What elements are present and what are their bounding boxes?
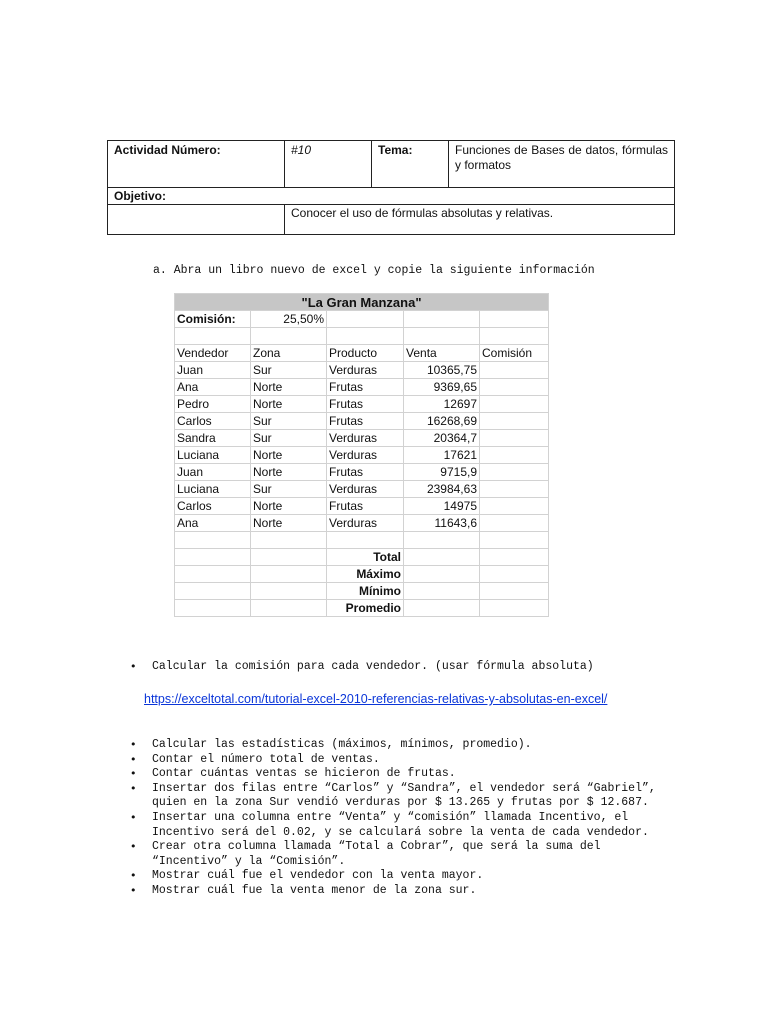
table-row xyxy=(175,413,549,430)
tema-label: Tema: xyxy=(372,141,449,188)
actividad-value: #10 xyxy=(285,141,372,188)
empty-cell xyxy=(404,583,480,600)
objetivo-spacer-cell xyxy=(108,205,285,235)
empty-cell xyxy=(404,600,480,617)
empty-cell xyxy=(404,566,480,583)
empty-cell xyxy=(480,328,549,345)
sheet-title: "La Gran Manzana" xyxy=(175,294,549,311)
summary-row xyxy=(175,549,549,566)
objetivo-label: Objetivo: xyxy=(108,188,675,205)
table-cell: 9715,9 xyxy=(404,464,480,481)
empty-cell xyxy=(480,430,549,447)
list-item: • Calcular la comisión para cada vendedor. (usar fórmula absoluta) xyxy=(130,660,670,675)
empty-cell xyxy=(480,515,549,532)
empty-cell xyxy=(175,600,251,617)
column-header: Venta xyxy=(404,345,480,362)
activity-header-table xyxy=(107,140,675,235)
table-cell: 11643,6 xyxy=(404,515,480,532)
table-cell: 9369,65 xyxy=(404,379,480,396)
table-cell: Verduras xyxy=(327,515,404,532)
task-list-2 xyxy=(130,738,670,899)
empty-cell xyxy=(480,532,549,549)
table-cell: Sur xyxy=(251,362,327,379)
column-header: Comisión xyxy=(480,345,549,362)
table-cell: Sandra xyxy=(175,430,251,447)
table-cell: Pedro xyxy=(175,396,251,413)
list-item: • Calcular las estadísticas (máximos, mínimos, promedio). xyxy=(130,738,670,753)
empty-cell xyxy=(251,549,327,566)
table-cell: Carlos xyxy=(175,413,251,430)
summary-row xyxy=(175,600,549,617)
list-item: • Contar cuántas ventas se hicieron de frutas. xyxy=(130,767,670,782)
empty-cell xyxy=(480,583,549,600)
table-cell: 10365,75 xyxy=(404,362,480,379)
summary-row xyxy=(175,583,549,600)
empty-cell xyxy=(480,566,549,583)
table-cell: Juan xyxy=(175,464,251,481)
table-row xyxy=(175,396,549,413)
table-cell: Sur xyxy=(251,481,327,498)
table-cell: Verduras xyxy=(327,481,404,498)
table-cell: Juan xyxy=(175,362,251,379)
table-cell: Ana xyxy=(175,515,251,532)
list-item: • Mostrar cuál fue el vendedor con la venta mayor. xyxy=(130,869,670,884)
table-cell: Norte xyxy=(251,447,327,464)
empty-cell xyxy=(480,396,549,413)
table-cell: Luciana xyxy=(175,447,251,464)
empty-cell xyxy=(175,549,251,566)
empty-cell xyxy=(251,583,327,600)
empty-cell xyxy=(251,566,327,583)
table-row xyxy=(175,498,549,515)
column-header: Zona xyxy=(251,345,327,362)
tutorial-link[interactable]: https://exceltotal.com/tutorial-excel-2010-referencias-relativas-y-absolutas-en-excel/ xyxy=(144,692,608,706)
objetivo-text: Conocer el uso de fórmulas absolutas y relativas. xyxy=(285,205,675,235)
column-header: Producto xyxy=(327,345,404,362)
list-item: • Crear otra columna llamada “Total a Cobrar”, que será la suma del “Incentivo” y la “Comisión”. xyxy=(130,840,670,869)
table-cell: 16268,69 xyxy=(404,413,480,430)
table-cell: Norte xyxy=(251,515,327,532)
table-cell: Frutas xyxy=(327,413,404,430)
empty-cell xyxy=(480,481,549,498)
empty-cell xyxy=(327,311,404,328)
list-item: • Contar el número total de ventas. xyxy=(130,753,670,768)
table-cell: Verduras xyxy=(327,362,404,379)
table-cell: 12697 xyxy=(404,396,480,413)
spreadsheet-image xyxy=(174,293,548,617)
empty-cell xyxy=(480,600,549,617)
empty-cell xyxy=(404,532,480,549)
empty-cell xyxy=(251,600,327,617)
table-row xyxy=(175,379,549,396)
table-cell: Frutas xyxy=(327,379,404,396)
blank-row xyxy=(175,328,549,345)
blank-row xyxy=(175,532,549,549)
table-row xyxy=(175,515,549,532)
empty-cell xyxy=(480,413,549,430)
list-item: • Mostrar cuál fue la venta menor de la zona sur. xyxy=(130,884,670,899)
summary-label: Promedio xyxy=(327,600,404,617)
table-cell: Norte xyxy=(251,498,327,515)
empty-cell xyxy=(480,549,549,566)
column-header-row xyxy=(175,345,549,362)
table-cell: Norte xyxy=(251,396,327,413)
table-cell: Verduras xyxy=(327,447,404,464)
table-cell: Luciana xyxy=(175,481,251,498)
table-row xyxy=(175,464,549,481)
empty-cell xyxy=(404,311,480,328)
empty-cell xyxy=(480,379,549,396)
empty-cell xyxy=(327,532,404,549)
table-cell: Ana xyxy=(175,379,251,396)
empty-cell xyxy=(175,583,251,600)
table-row xyxy=(175,481,549,498)
table-cell: Sur xyxy=(251,413,327,430)
sales-table xyxy=(174,293,549,617)
table-cell: 14975 xyxy=(404,498,480,515)
empty-cell xyxy=(327,328,404,345)
table-cell: 23984,63 xyxy=(404,481,480,498)
actividad-label: Actividad Número: xyxy=(108,141,285,188)
table-cell: 17621 xyxy=(404,447,480,464)
table-cell: 20364,7 xyxy=(404,430,480,447)
empty-cell xyxy=(251,328,327,345)
table-row xyxy=(175,447,549,464)
summary-row xyxy=(175,566,549,583)
sheet-title-row xyxy=(175,294,549,311)
empty-cell xyxy=(251,532,327,549)
list-item: • Insertar una columna entre “Venta” y “comisión” llamada Incentivo, el Incentivo será del 0.02, y se calculará sobre la venta de cada vendedor. xyxy=(130,811,670,840)
table-cell: Frutas xyxy=(327,396,404,413)
list-item: • Insertar dos filas entre “Carlos” y “Sandra”, el vendedor será “Gabriel”, quien en la zona Sur vendió verduras por $ 13.265 y frutas por $ 12.687. xyxy=(130,782,670,811)
table-cell: Carlos xyxy=(175,498,251,515)
empty-cell xyxy=(480,498,549,515)
table-row xyxy=(175,430,549,447)
table-cell: Sur xyxy=(251,430,327,447)
empty-cell xyxy=(480,311,549,328)
step-a-instruction: a. Abra un libro nuevo de excel y copie la siguiente información xyxy=(153,264,595,277)
comision-row xyxy=(175,311,549,328)
table-cell: Norte xyxy=(251,464,327,481)
table-cell: Frutas xyxy=(327,464,404,481)
summary-label: Mínimo xyxy=(327,583,404,600)
summary-label: Máximo xyxy=(327,566,404,583)
comision-label: Comisión: xyxy=(175,311,251,328)
comision-value: 25,50% xyxy=(251,311,327,328)
empty-cell xyxy=(404,328,480,345)
empty-cell xyxy=(480,362,549,379)
table-cell: Norte xyxy=(251,379,327,396)
empty-cell xyxy=(175,328,251,345)
table-row xyxy=(175,362,549,379)
summary-label: Total xyxy=(327,549,404,566)
empty-cell xyxy=(404,549,480,566)
empty-cell xyxy=(480,447,549,464)
empty-cell xyxy=(175,566,251,583)
empty-cell xyxy=(480,464,549,481)
table-cell: Frutas xyxy=(327,498,404,515)
empty-cell xyxy=(175,532,251,549)
column-header: Vendedor xyxy=(175,345,251,362)
task-list-1 xyxy=(130,660,670,675)
table-cell: Verduras xyxy=(327,430,404,447)
tema-value: Funciones de Bases de datos, fórmulas y formatos xyxy=(449,141,675,188)
